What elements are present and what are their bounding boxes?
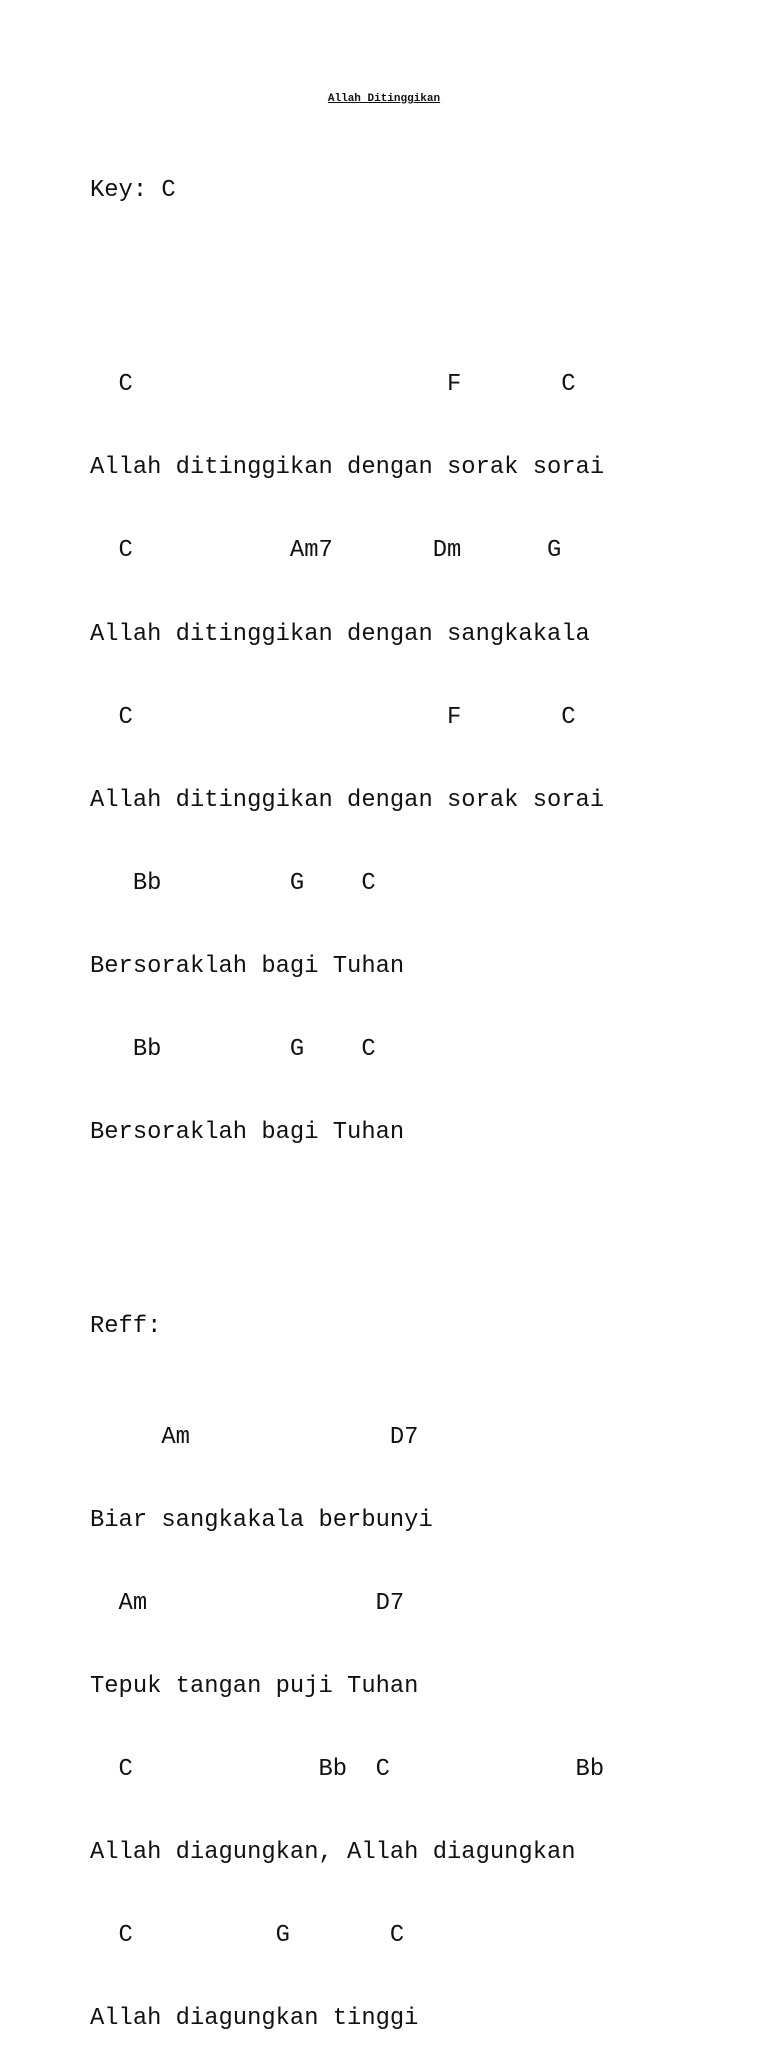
chord-line: Bb G C — [90, 869, 376, 897]
lyric-line: Biar sangkakala berbunyi — [90, 1506, 433, 1534]
chord-line: Am D7 — [90, 1423, 419, 1451]
lyric-line: Allah ditinggikan dengan sorak sorai — [90, 454, 605, 482]
chord-line: C Bb C Bb — [90, 1756, 605, 1784]
chord-line: C Am7 Dm G — [90, 537, 562, 565]
lyric-line: Bersoraklah bagi Tuhan — [90, 952, 405, 980]
chord-line: C F C — [90, 371, 576, 399]
song-title: Allah Ditinggikan — [327, 93, 441, 105]
lyric-line: Bersoraklah bagi Tuhan — [90, 1119, 405, 1147]
blank-line — [90, 261, 604, 289]
chord-line: C F C — [90, 703, 576, 731]
chord-line: Bb G C — [90, 1036, 376, 1064]
blank-line — [90, 1230, 604, 1258]
chord-sheet — [90, 122, 604, 2048]
chord-line: Am D7 — [90, 1590, 405, 1618]
chord-line: C G C — [90, 1922, 405, 1950]
lyric-line: Allah diagungkan tinggi — [90, 2005, 419, 2033]
reff-label: Reff: — [90, 1313, 162, 1341]
lyric-line: Allah diagungkan, Allah diagungkan — [90, 1839, 576, 1867]
lyric-line: Allah ditinggikan dengan sorak sorai — [90, 786, 605, 814]
key-line: Key: C — [90, 177, 176, 205]
lyric-line: Tepuk tangan puji Tuhan — [90, 1673, 419, 1701]
lyric-line: Allah ditinggikan dengan sangkakala — [90, 620, 590, 648]
